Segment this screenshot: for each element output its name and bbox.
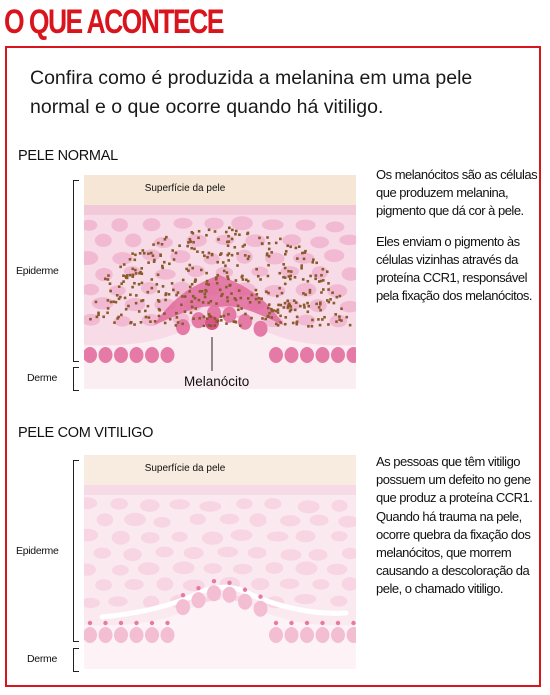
vitiligo-epiderme-label: Epiderme <box>16 545 59 557</box>
normal-derme-label: Derme <box>27 372 58 384</box>
normal-skin-illustration <box>84 175 356 389</box>
vitiligo-derme-bracket <box>73 648 79 672</box>
normal-epiderme-bracket <box>73 180 79 362</box>
intro-text: Confira como é produzida a melanina em uma pele normal e o que ocorre quando há vitiligo. <box>30 67 473 118</box>
vitiligo-description <box>376 453 542 611</box>
normal-description <box>376 166 542 317</box>
normal-skin-heading: PELE NORMAL <box>18 148 118 164</box>
normal-derme-bracket <box>73 367 79 391</box>
page-title: O QUE ACONTECE <box>4 3 223 41</box>
vitiligo-text: As pessoas que têm vitiligo possuem um defeito no gene que produz a proteína CCR1. Quando há trauma na pele, ocorre quebra da fixação dos melanócitos, que morrem causando a descoloração da pele, o chamado vitiligo. <box>376 454 533 597</box>
vitiligo-surface-label: Superfície da pele <box>144 463 226 474</box>
normal-text-2: Eles enviam o pigmento às células vizinhas através da proteína CCR1, responsável pela fixação dos melanócitos. <box>376 233 533 304</box>
vitiligo-skin-illustration <box>84 455 356 669</box>
vitiligo-skin-heading: PELE COM VITILIGO <box>18 425 154 441</box>
normal-surface-label: Superfície da pele <box>144 183 226 194</box>
melanocyte-label: Melanócito <box>184 374 250 389</box>
vitiligo-epiderme-bracket <box>73 460 79 642</box>
normal-epiderme-label: Epiderme <box>16 265 59 277</box>
vitiligo-derme-label: Derme <box>27 653 58 665</box>
normal-text-1: Os melanócitos são as células que produzem melanina, pigmento que dá cor à pele. <box>376 167 538 219</box>
